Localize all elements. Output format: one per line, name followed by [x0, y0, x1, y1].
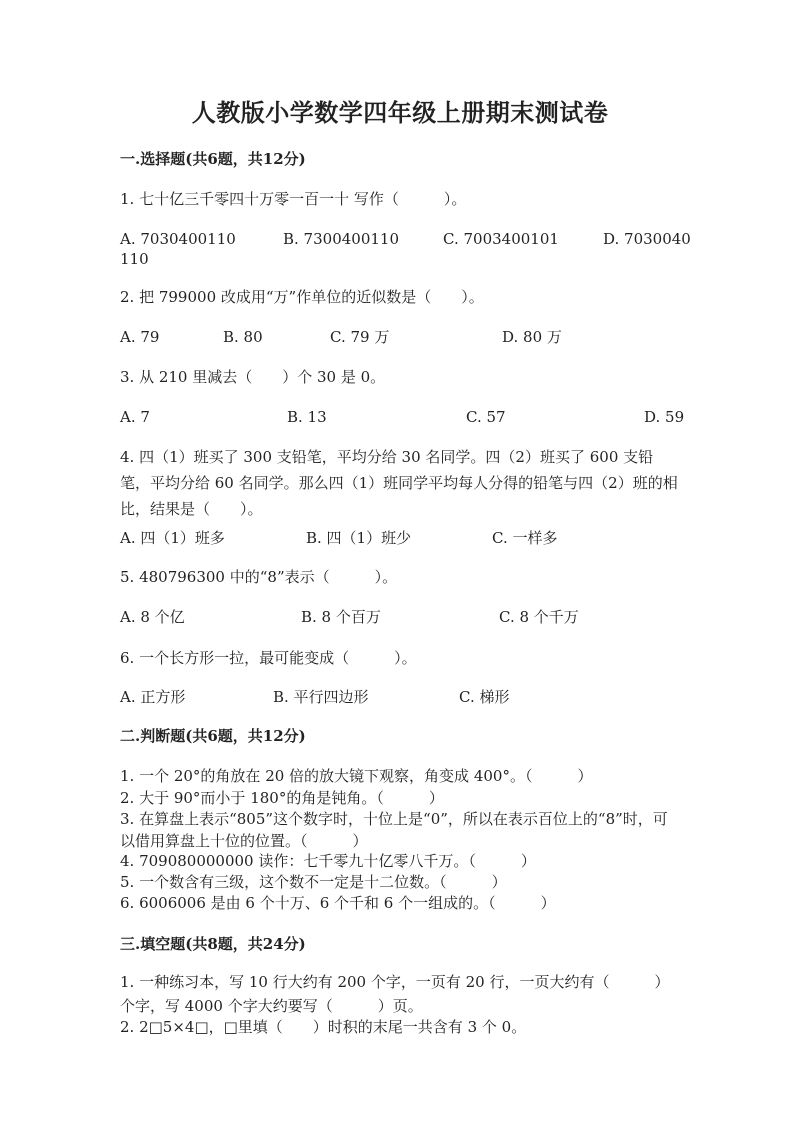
- option-1b: B. 7300400110: [283, 230, 399, 248]
- tf-item-6: 6. 6006006 是由 6 个十万、6 个千和 6 个一组成的。（ ）: [120, 894, 556, 912]
- question-4: 4. 四（1）班买了 300 支铅笔，平均分给 30 名同学。四（2）班买了 600 支铅笔，平均分给 60 名同学。那么四（1）班同学平均每人分得的铅笔与四（2）班的相比，结果是（ ）。: [120, 448, 678, 518]
- option-4c: C. 一样多: [492, 529, 558, 547]
- fill-item-1: 1. 一种练习本，写 10 行大约有 200 个字，一页有 20 行，一页大约有（ ）个字，写 4000 个字大约要写（ ）页。: [120, 973, 670, 1015]
- option-1a: A. 7030400110: [120, 230, 236, 248]
- section-heading-true-false: 二.判断题(共6题，共12分): [120, 727, 306, 745]
- option-4a: A. 四（1）班多: [120, 529, 225, 547]
- option-3a: A. 7: [120, 408, 150, 426]
- option-6b: B. 平行四边形: [273, 688, 369, 706]
- tf-item-3: 3. 在算盘上表示“805”这个数字时，十位上是“0”，所以在表示百位上的“8”时，可以借用算盘上十位的位置。（ ）: [120, 810, 668, 850]
- option-4b: B. 四（1）班少: [306, 529, 412, 547]
- option-6a: A. 正方形: [120, 688, 186, 706]
- exam-title: 人教版小学数学四年级上册期末测试卷: [191, 98, 609, 127]
- option-5b: B. 8 个百万: [301, 608, 381, 626]
- option-2c: C. 79 万: [330, 328, 390, 346]
- option-2a: A. 79: [120, 328, 160, 346]
- question-6: 6. 一个长方形一拉，最可能变成（ ）。: [120, 649, 417, 667]
- section-heading-fill-blank: 三.填空题(共8题，共24分): [120, 935, 306, 953]
- option-1d: D. 7030040: [603, 230, 691, 248]
- tf-item-5: 5. 一个数含有三级，这个数不一定是十二位数。（ ）: [120, 873, 507, 891]
- option-3d: D. 59: [644, 408, 685, 426]
- question-3: 3. 从 210 里减去（ ）个 30 是 0。: [120, 368, 386, 386]
- tf-item-2: 2. 大于 90°而小于 180°的角是钝角。（ ）: [120, 789, 444, 807]
- tf-item-1: 1. 一个 20°的角放在 20 倍的放大镜下观察，角变成 400°。（ ）: [120, 767, 593, 785]
- option-1d-overflow: 110: [120, 250, 149, 268]
- tf-item-4: 4. 709080000000 读作：七千零九十亿零八千万。（ ）: [120, 852, 536, 870]
- fill-item-2: 2. 2□5×4□，□里填（ ）时积的末尾一共含有 3 个 0。: [120, 1018, 527, 1036]
- option-6c: C. 梯形: [459, 688, 510, 706]
- option-2b: B. 80: [223, 328, 263, 346]
- option-3c: C. 57: [466, 408, 506, 426]
- option-5a: A. 8 个亿: [120, 608, 185, 626]
- question-5: 5. 480796300 中的“8”表示（ ）。: [120, 568, 398, 586]
- question-2: 2. 把 799000 改成用“万”作单位的近似数是（ ）。: [120, 288, 484, 306]
- question-1: 1. 七十亿三千零四十万零一百一十 写作（ ）。: [120, 190, 467, 208]
- option-2d: D. 80 万: [502, 328, 562, 346]
- option-5c: C. 8 个千万: [499, 608, 579, 626]
- section-heading-choice: 一.选择题(共6题，共12分): [120, 150, 306, 168]
- option-3b: B. 13: [287, 408, 327, 426]
- option-1c: C. 7003400101: [443, 230, 559, 248]
